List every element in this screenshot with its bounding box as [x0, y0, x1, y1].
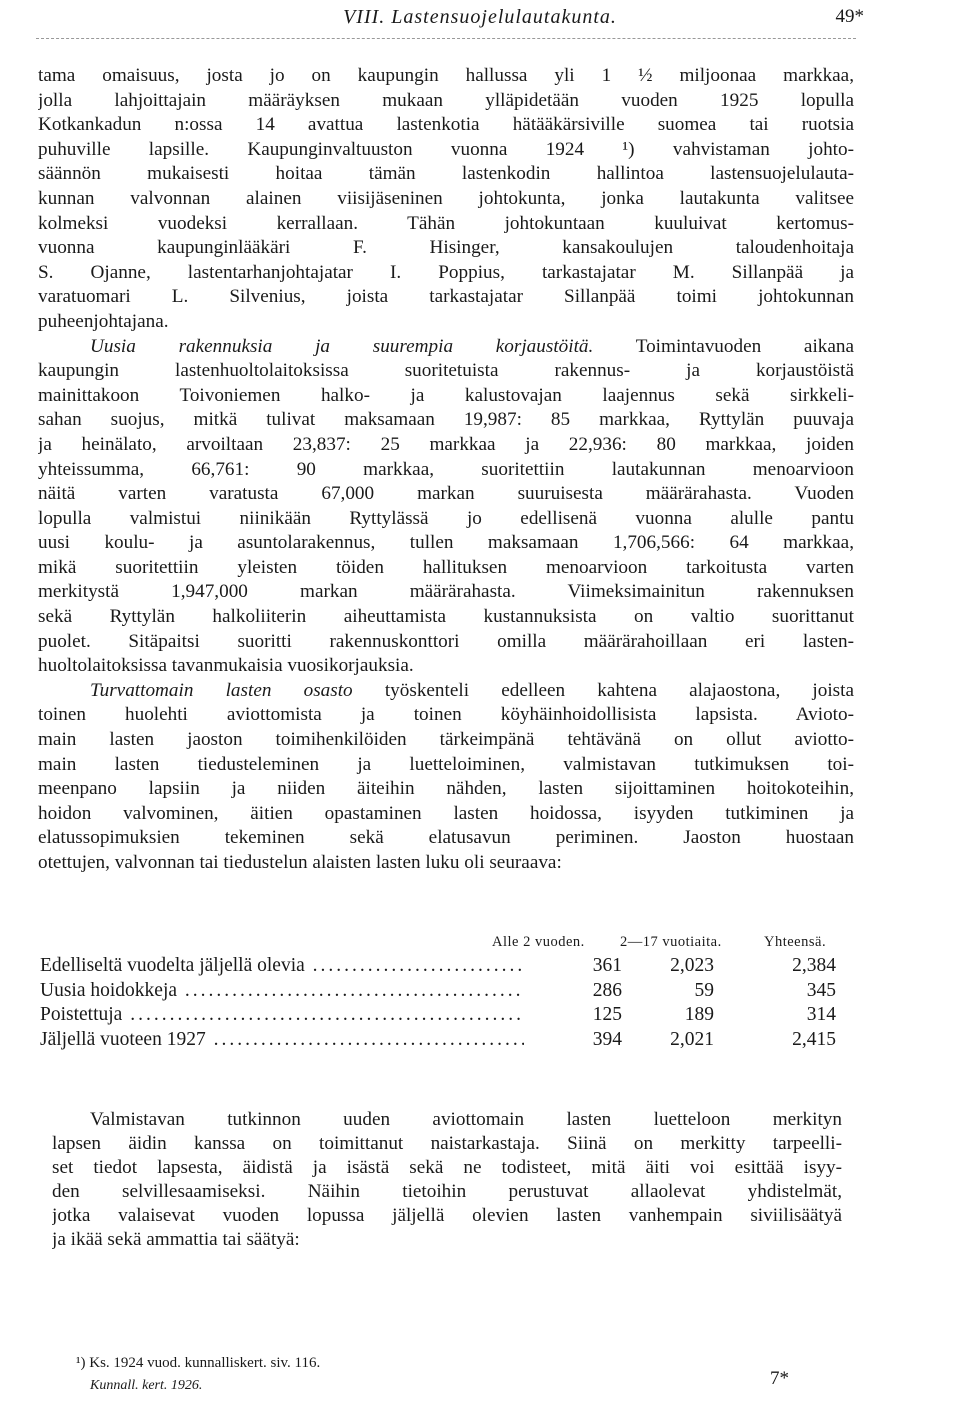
section-line — [38, 335, 854, 360]
text-line: ja ikää sekä ammattia tai säätyä: — [52, 1229, 300, 1250]
text-line: Valmistavan tutkinnon uuden aviottomain lasten luetteloon merkityn — [90, 1109, 842, 1130]
text-line: main lasten jaoston toimihenkilöiden tärkeimpänä tehtävänä on ollut aviotto- — [38, 729, 854, 751]
row-label: Poistettuja ..... — [40, 1003, 524, 1028]
column-header: Yhteensä. — [764, 934, 827, 950]
body-text — [38, 64, 854, 876]
text-line: sahan suojus, mitkä tulivat maksamaan 19,987: 85 markkaa, Ryttylän puuvaja — [38, 409, 854, 431]
cell: 345 — [806, 979, 836, 1001]
text-line: lopulla valmistui niinikään Ryttylässä jo edellisenä vuonna alulle pantu — [38, 507, 854, 529]
text-line: puolet. Sitäpaitsi suoritti rakennuskonttori omilla määrärahoillaan eri lasten- — [38, 630, 854, 652]
running-title: VIII. Lastensuojelulautakunta. — [343, 6, 617, 28]
statistics-table — [40, 930, 860, 1052]
text-line: kolmeksi vuodeksi kerrallaan. Tähän johtokuntaan kuuluivat kertomus- — [38, 212, 854, 234]
text-line: toinen huolehti aviottomista ja toinen köyhäinhoidollisista lapsista. Avioto- — [38, 704, 854, 726]
text-line: set tiedot lapsesta, äidistä ja isästä sekä ne todisteet, mitä äiti voi esittää isyy- — [52, 1157, 842, 1178]
cell: 125 — [592, 1004, 622, 1025]
row-label: Jäljellä vuoteen 1927 ..... — [40, 1028, 524, 1053]
text-line: S. Ojanne, lastentarhanjohtajatar I. Poppius, tarkastajatar M. Sillanpää ja — [38, 261, 854, 283]
text-line: puheenjohtajana. — [38, 310, 169, 332]
section-heading: Turvattomain lasten osasto — [90, 679, 353, 701]
text-line: säännön mukaisesti hoitaa tämän lastenkodin hallintoa lastensuojelulauta- — [38, 163, 854, 185]
text-line: uusi koulu- ja asuntolarakennus, tullen maksamaan 1,706,566: 64 markkaa, — [38, 532, 854, 554]
text-line: jolla lahjoittajain määräyksen mukaan ylläpidetään vuoden 1925 lopulla — [38, 89, 854, 111]
cell: 361 — [592, 955, 622, 976]
text-line: hoidon valvominen, äitien opastaminen lasten hoidossa, isyyden tutkiminen ja — [38, 802, 854, 824]
row-label: Edelliseltä vuodelta jäljellä olevia ..... — [40, 954, 524, 979]
text-line: mikä suoritettiin yleisten töiden hallituksen menoarvioon tarkoitusta varten — [38, 556, 854, 578]
text-line: ja heinälato, arvoiltaan 23,837: 25 markkaa ja 22,936: 80 markkaa, joiden — [38, 433, 854, 455]
section-text: työskenteli edelleen kahtena alajaostona, joista — [352, 679, 854, 701]
table-row — [40, 979, 860, 1004]
signature-mark: 7* — [770, 1368, 789, 1389]
text-line: main lasten tiedusteleminen ja luetteloiminen, valmistavan tutkimuksen toi- — [38, 753, 854, 775]
cell: 2,415 — [792, 1028, 836, 1050]
text-line: den selvillesaamiseksi. Näihin tietoihin perustuvat allaolevat yhdistelmät, — [52, 1181, 842, 1202]
text-line: merkitystä 1,947,000 markan määrärahasta. Viimeksimainitun rakennuksen — [38, 581, 854, 603]
text-line: meenpano lapsiin ja niiden äiteihin nähden, lasten sijoittaminen hoitokoteihin, — [38, 778, 854, 800]
text-line: vuonna kaupunginlääkäri F. Hisinger, kansakoulujen taloudenhoitaja — [38, 237, 854, 259]
column-header: Alle 2 vuoden. — [492, 934, 585, 950]
cell: 59 — [694, 979, 714, 1001]
section-text: Toimintavuoden aikana — [593, 335, 854, 357]
text-line: tama omaisuus, josta jo on kaupungin hallussa yli 1 ½ miljoonaa markkaa, — [38, 65, 854, 86]
section-heading: Uusia rakennuksia ja suurempia korjaustöitä. — [90, 335, 594, 357]
cell: 2,021 — [670, 1028, 714, 1050]
text-line: huoltolaitoksissa tavanmukaisia vuosikorjauksia. — [38, 655, 414, 677]
footnote-source: Kunnall. kert. 1926. — [90, 1378, 203, 1393]
text-line: jotka valaisevat vuoden lopussa jäljellä olevien lasten vanhempain siviilisäätyä — [52, 1205, 842, 1226]
row-label: Uusia hoidokkeja ..... — [40, 979, 524, 1004]
text-line: sekä Ryttylän halkoliiterin aiheuttamista kustannuksista on valtio suorittanut — [38, 606, 854, 628]
cell: 314 — [806, 1004, 836, 1025]
text-line: varatuomari L. Silvenius, joista tarkastajatar Sillanpää toimi johtokunnan — [38, 286, 854, 308]
section-line — [38, 679, 854, 704]
body-text-2 — [52, 1108, 842, 1252]
column-header: 2—17 vuotiaita. — [620, 934, 722, 950]
text-line: otettujen, valvonnan tai tiedustelun alaisten lasten luku oli seuraava: — [38, 852, 562, 873]
header-rule — [36, 38, 856, 39]
text-line: Kotkankadun n:ossa 14 avattua lastenkotia hätääkärsiville suomea tai ruotsia — [38, 114, 854, 136]
cell: 2,023 — [670, 955, 714, 976]
text-line: kaupungin lastenhuoltolaitoksissa suoritetuista rakennus- ja korjaustöistä — [38, 360, 854, 382]
text-line: puhuville lapsille. Kaupunginvaltuuston vuonna 1924 ¹) vahvistaman johto- — [38, 138, 854, 160]
text-line: yhteissumma, 66,761: 90 markkaa, suoritettiin lautakunnan menoarvioon — [38, 458, 854, 480]
page-number: 49* — [835, 6, 864, 27]
text-line: elatussopimuksien tekeminen sekä elatusavun periminen. Jaoston huostaan — [38, 827, 854, 849]
cell: 189 — [684, 1004, 714, 1025]
table-row — [40, 1028, 860, 1053]
text-line: mainittakoon Toivoniemen halko- ja kalustovajan laajennus sekä sirkkeli- — [38, 384, 854, 406]
table-header — [40, 930, 860, 954]
table-row — [40, 954, 860, 979]
footnote: ¹) Ks. 1924 vuod. kunnalliskert. siv. 116. — [76, 1355, 321, 1371]
text-line: lapsen äidin kanssa on toimittanut naistarkastaja. Siinä on merkitty tarpeelli- — [52, 1133, 842, 1154]
text-line: näitä varten varatusta 67,000 markan suuruisesta määrärahasta. Vuoden — [38, 483, 854, 505]
cell: 394 — [592, 1028, 622, 1050]
text-line: kunnan valvonnan alainen viisijäseninen johtokunta, jonka lautakunta valitsee — [38, 187, 854, 209]
cell: 286 — [592, 979, 622, 1001]
table-row — [40, 1003, 860, 1028]
page-header — [0, 6, 960, 32]
cell: 2,384 — [792, 955, 836, 976]
